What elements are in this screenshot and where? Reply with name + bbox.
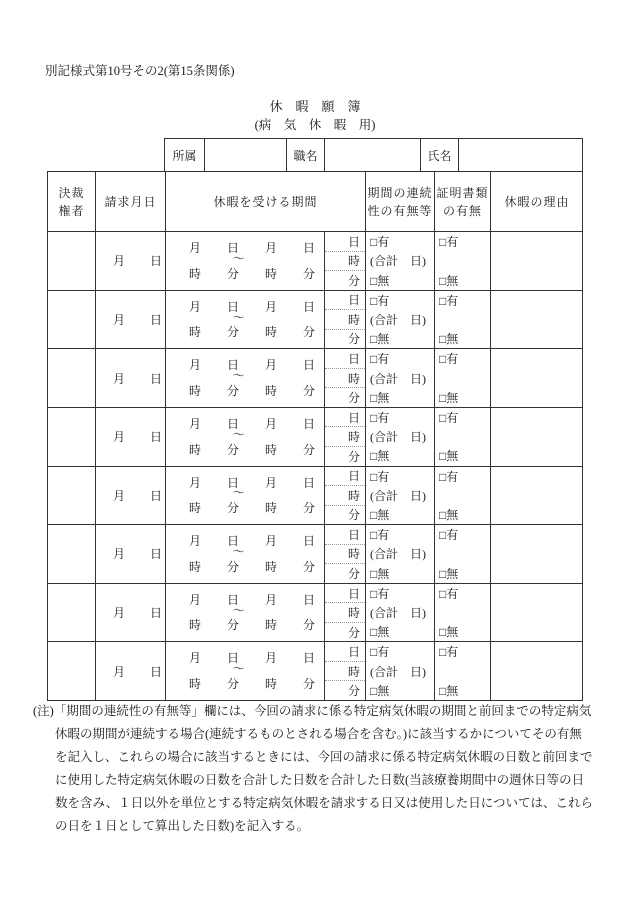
footnote-line: (注)「期間の連続性の有無等」欄には、今回の請求に係る特定病気休暇の期間と前回までの特定病気 — [33, 704, 592, 718]
certificate-no-checkbox: □無 — [439, 273, 459, 288]
continuity-yes-checkbox: □有 — [370, 352, 390, 367]
unit-hour-label: 時 — [325, 251, 365, 271]
footnote-line: の日を１日として算出した日数)を記入する。 — [55, 819, 310, 833]
table-row — [48, 231, 582, 290]
certificate-spacer — [435, 544, 490, 563]
continuity-no-checkbox: □無 — [370, 625, 390, 640]
period-cell — [165, 525, 324, 583]
period-cell — [165, 291, 324, 349]
continuity-total-label: (合計 日) — [370, 488, 426, 503]
period-cell — [165, 467, 324, 525]
continuity-yes-checkbox: □有 — [370, 235, 390, 250]
continuity-no-checkbox: □無 — [370, 566, 390, 581]
certificate-cell — [434, 408, 490, 466]
header-approver: 決裁 権者 — [58, 185, 85, 218]
unit-day-label: 日 — [347, 352, 360, 367]
unit-hour-label: 時 — [325, 368, 365, 388]
request-date-cell — [95, 584, 165, 642]
period-cell — [165, 408, 324, 466]
reason-cell — [490, 232, 583, 290]
footnote-line: 数を含み、１日以外を単位とする特定病気休暇を請求する日又は使用した日については、これら — [55, 796, 594, 810]
continuity-cell — [365, 349, 434, 407]
unit-day-label: 日 — [347, 410, 360, 425]
unit-minute-label: 分 — [325, 387, 365, 407]
request-month-label: 月 — [113, 664, 126, 679]
affiliation-label: 所属 — [172, 148, 197, 163]
continuity-yes-checkbox: □有 — [370, 410, 390, 425]
table-row — [48, 583, 582, 642]
continuity-no-checkbox: □無 — [370, 683, 390, 698]
tilde-separator: ～ — [232, 251, 245, 266]
approver-cell — [48, 232, 95, 290]
request-day-label: 日 — [149, 547, 162, 562]
certificate-cell — [434, 232, 490, 290]
tilde-separator: ～ — [232, 310, 245, 325]
footnote-line: に使用した特定病気休暇の日数を合計した日数を合計した日数(当該療養期間中の週休日等の日 — [55, 773, 585, 787]
unit-hour-label: 時 — [325, 309, 365, 329]
document-subtitle: (病 気 休 暇 用) — [254, 118, 376, 132]
period-cell — [165, 349, 324, 407]
certificate-cell — [434, 467, 490, 525]
reason-cell — [490, 525, 583, 583]
request-date-cell — [95, 642, 165, 700]
period-start-line: 月 日 月 日 — [189, 651, 315, 666]
unit-subcolumn — [324, 349, 365, 407]
period-start-line: 月 日 月 日 — [189, 475, 315, 490]
name-label: 氏名 — [420, 139, 458, 171]
period-cell — [165, 232, 324, 290]
document-title: 休 暇 願 簿 — [269, 99, 361, 114]
certificate-yes-checkbox: □有 — [439, 645, 459, 660]
approver-cell — [48, 291, 95, 349]
request-day-label: 日 — [149, 312, 162, 327]
position-label: 職名 — [286, 139, 324, 171]
period-end-line: 時 分 時 分 — [189, 442, 315, 457]
period-start-line: 月 日 月 日 — [189, 299, 315, 314]
unit-day-label: 日 — [347, 527, 360, 542]
reason-cell — [490, 584, 583, 642]
unit-day-label: 日 — [347, 469, 360, 484]
unit-minute-label: 分 — [325, 680, 365, 700]
certificate-spacer — [435, 251, 490, 270]
certificate-yes-checkbox: □有 — [439, 469, 459, 484]
certificate-yes-checkbox: □有 — [439, 293, 459, 308]
reason-cell — [490, 642, 583, 700]
request-date-cell — [95, 467, 165, 525]
request-day-label: 日 — [149, 371, 162, 386]
certificate-cell — [434, 525, 490, 583]
period-end-line: 時 分 時 分 — [189, 501, 315, 516]
unit-hour-label: 時 — [325, 602, 365, 622]
period-start-line: 月 日 月 日 — [189, 241, 315, 255]
request-month-label: 月 — [113, 606, 126, 621]
continuity-total-label: (合計 日) — [370, 547, 426, 562]
request-day-label: 日 — [149, 606, 162, 621]
table-row — [48, 466, 582, 525]
certificate-cell — [434, 349, 490, 407]
unit-day-label: 日 — [347, 586, 360, 601]
continuity-total-label: (合計 日) — [370, 664, 426, 679]
certificate-no-checkbox: □無 — [439, 332, 459, 347]
table-row — [48, 641, 582, 700]
continuity-no-checkbox: □無 — [370, 508, 390, 522]
request-month-label: 月 — [113, 547, 126, 562]
header-continuity: 期間の連続 性の有無等 — [365, 172, 434, 231]
continuity-cell — [365, 408, 434, 466]
unit-minute-label: 分 — [325, 563, 365, 583]
tilde-separator: ～ — [232, 544, 245, 559]
tilde-separator: ～ — [232, 427, 245, 442]
unit-subcolumn — [324, 467, 365, 525]
unit-hour-label: 時 — [325, 544, 365, 564]
certificate-yes-checkbox: □有 — [439, 528, 459, 543]
tilde-separator: ～ — [232, 661, 245, 676]
header-period: 休暇を受ける期間 — [165, 172, 365, 231]
continuity-yes-checkbox: □有 — [370, 528, 390, 543]
footnote — [33, 700, 593, 838]
certificate-spacer — [435, 662, 490, 681]
table-header-row — [48, 172, 582, 231]
title-block — [47, 99, 583, 133]
position-value — [324, 139, 420, 171]
certificate-no-checkbox: □無 — [439, 449, 459, 464]
unit-day-label: 日 — [347, 234, 360, 249]
certificate-spacer — [435, 368, 490, 387]
continuity-no-checkbox: □無 — [370, 332, 390, 347]
form-number: 別記様式第10号その2(第15条関係) — [45, 64, 235, 78]
certificate-yes-checkbox: □有 — [439, 410, 459, 425]
table-row — [48, 348, 582, 407]
continuity-yes-checkbox: □有 — [370, 293, 390, 308]
request-day-label: 日 — [149, 664, 162, 679]
unit-hour-label: 時 — [325, 426, 365, 446]
unit-subcolumn — [324, 408, 365, 466]
approver-cell — [48, 584, 95, 642]
unit-minute-label: 分 — [325, 270, 365, 290]
certificate-cell — [434, 642, 490, 700]
reason-cell — [490, 291, 583, 349]
continuity-total-label: (合計 日) — [370, 371, 426, 386]
certificate-yes-checkbox: □有 — [439, 586, 459, 601]
unit-subcolumn — [324, 642, 365, 700]
unit-minute-label: 分 — [325, 505, 365, 525]
certificate-spacer — [435, 603, 490, 622]
name-value — [458, 139, 584, 171]
info-bar — [164, 138, 583, 171]
continuity-no-checkbox: □無 — [370, 273, 390, 288]
footnote-line: 休暇の期間が連続する場合(連続するものとされる場合を含む。)に該当するかについてその有無 — [55, 727, 582, 741]
certificate-cell — [434, 291, 490, 349]
certificate-no-checkbox: □無 — [439, 390, 459, 405]
continuity-no-checkbox: □無 — [370, 449, 390, 464]
period-start-line: 月 日 月 日 — [189, 592, 315, 607]
unit-subcolumn — [324, 291, 365, 349]
table-row — [48, 290, 582, 349]
continuity-yes-checkbox: □有 — [370, 586, 390, 601]
certificate-spacer — [435, 310, 490, 329]
request-month-label: 月 — [113, 371, 126, 386]
table-body — [48, 231, 582, 700]
period-end-line: 時 分 時 分 — [189, 618, 315, 633]
continuity-yes-checkbox: □有 — [370, 645, 390, 660]
certificate-no-checkbox: □無 — [439, 566, 459, 581]
unit-minute-label: 分 — [325, 329, 365, 349]
certificate-spacer — [435, 427, 490, 446]
certificate-no-checkbox: □無 — [439, 508, 459, 522]
continuity-no-checkbox: □無 — [370, 390, 390, 405]
approver-cell — [48, 467, 95, 525]
request-date-cell — [95, 525, 165, 583]
reason-cell — [490, 349, 583, 407]
reason-cell — [490, 408, 583, 466]
leave-register-table — [47, 171, 583, 701]
continuity-cell — [365, 291, 434, 349]
certificate-yes-checkbox: □有 — [439, 235, 459, 250]
continuity-total-label: (合計 日) — [370, 430, 426, 445]
period-start-line: 月 日 月 日 — [189, 416, 315, 431]
request-date-cell — [95, 408, 165, 466]
table-row — [48, 407, 582, 466]
approver-cell — [48, 408, 95, 466]
continuity-cell — [365, 584, 434, 642]
period-end-line: 時 分 時 分 — [189, 383, 315, 398]
header-reason: 休暇の理由 — [490, 172, 583, 231]
continuity-total-label: (合計 日) — [370, 606, 426, 621]
request-month-label: 月 — [113, 312, 126, 327]
request-month-label: 月 — [113, 488, 126, 503]
request-date-cell — [95, 291, 165, 349]
period-cell — [165, 584, 324, 642]
continuity-yes-checkbox: □有 — [370, 469, 390, 484]
unit-minute-label: 分 — [325, 446, 365, 466]
request-day-label: 日 — [149, 488, 162, 503]
approver-cell — [48, 525, 95, 583]
request-day-label: 日 — [149, 430, 162, 445]
certificate-yes-checkbox: □有 — [439, 352, 459, 367]
request-month-label: 月 — [113, 254, 126, 269]
tilde-separator: ～ — [232, 368, 245, 383]
table-row — [48, 524, 582, 583]
header-certificate: 証明書類 の有無 — [434, 172, 490, 231]
reason-cell — [490, 467, 583, 525]
approver-cell — [48, 349, 95, 407]
continuity-total-label: (合計 日) — [370, 254, 426, 269]
request-date-cell — [95, 349, 165, 407]
continuity-cell — [365, 525, 434, 583]
period-end-line: 時 分 時 分 — [189, 266, 315, 281]
continuity-cell — [365, 467, 434, 525]
approver-cell — [48, 642, 95, 700]
request-day-label: 日 — [149, 254, 162, 269]
period-end-line: 時 分 時 分 — [189, 677, 315, 691]
unit-minute-label: 分 — [325, 622, 365, 642]
continuity-total-label: (合計 日) — [370, 312, 426, 327]
certificate-no-checkbox: □無 — [439, 625, 459, 640]
period-start-line: 月 日 月 日 — [189, 534, 315, 549]
footnote-line: を記入し、これらの場合に該当するときには、今回の請求に係る特定病気休暇の日数と前回まで — [55, 750, 593, 764]
period-cell — [165, 642, 324, 700]
unit-hour-label: 時 — [325, 661, 365, 681]
request-date-cell — [95, 232, 165, 290]
period-end-line: 時 分 時 分 — [189, 559, 315, 574]
unit-subcolumn — [324, 584, 365, 642]
request-month-label: 月 — [113, 430, 126, 445]
period-end-line: 時 分 時 分 — [189, 325, 315, 340]
header-request-date: 請求月日 — [95, 172, 165, 231]
affiliation-value — [204, 139, 286, 171]
unit-hour-label: 時 — [325, 485, 365, 505]
certificate-cell — [434, 584, 490, 642]
continuity-cell — [365, 232, 434, 290]
continuity-cell — [365, 642, 434, 700]
unit-day-label: 日 — [347, 293, 360, 308]
unit-subcolumn — [324, 232, 365, 290]
period-start-line: 月 日 月 日 — [189, 358, 315, 373]
tilde-separator: ～ — [232, 485, 245, 500]
unit-subcolumn — [324, 525, 365, 583]
tilde-separator: ～ — [232, 603, 245, 618]
certificate-no-checkbox: □無 — [439, 683, 459, 698]
unit-day-label: 日 — [347, 645, 360, 660]
certificate-spacer — [435, 486, 490, 505]
